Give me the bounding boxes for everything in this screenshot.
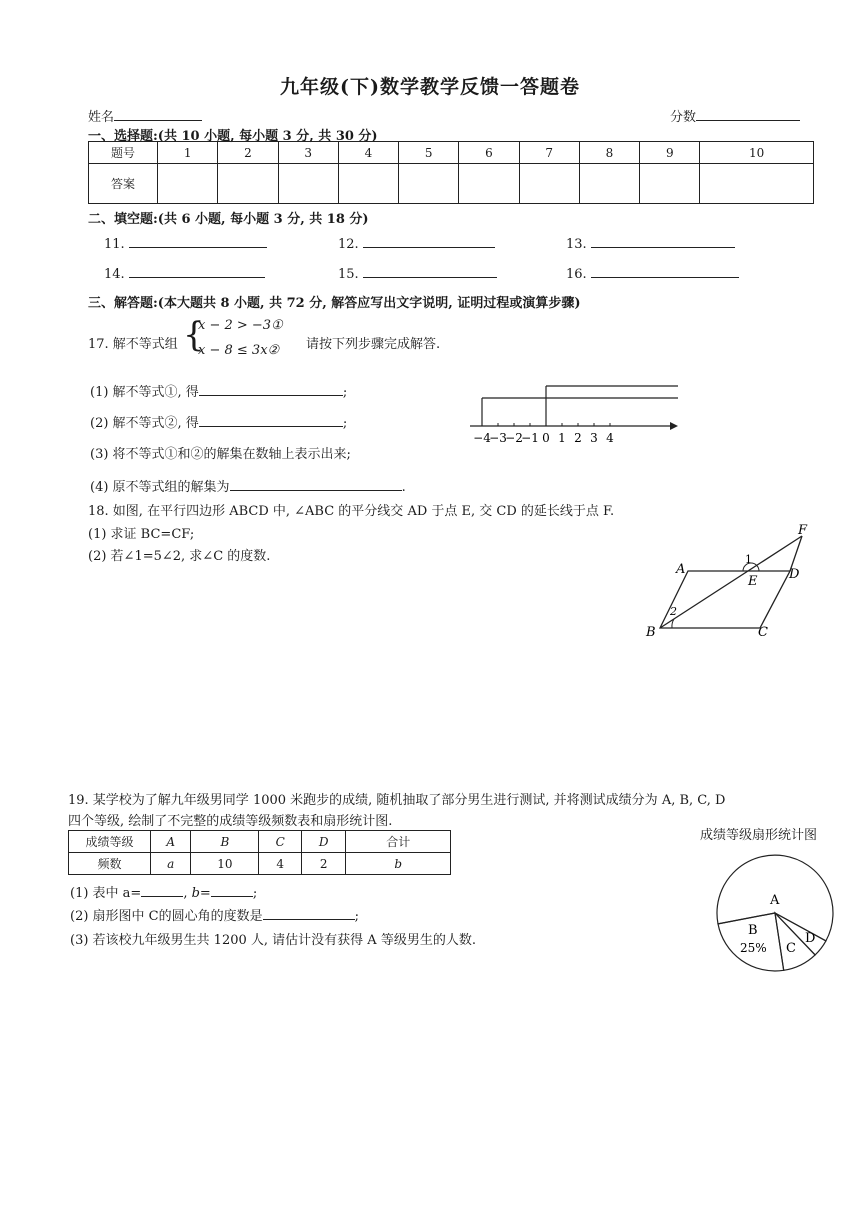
tick-label: 0 bbox=[542, 431, 550, 445]
q19-part1[interactable]: (1) 表中 a= , b= ; bbox=[70, 886, 258, 901]
q18-question: 18. 如图, 在平行四边形 ABCD 中, ∠ABC 的平分线交 AD 于点 E, 交 CD 的延长线于点 F. bbox=[88, 504, 615, 519]
section1-heading: 一、选择题:(共 10 小题, 每小题 3 分, 共 30 分) bbox=[88, 129, 378, 144]
q19-part3: (3) 若该校九年级男生共 1200 人, 请估计没有获得 A 等级男生的人数. bbox=[70, 933, 476, 948]
fill-item-12[interactable] bbox=[338, 235, 495, 252]
answer-cell[interactable] bbox=[519, 164, 579, 204]
table-cell: b bbox=[346, 853, 451, 875]
table-header-cell: D bbox=[302, 831, 346, 853]
tick-label: −1 bbox=[521, 431, 539, 445]
q18-part1: (1) 求证 BC=CF; bbox=[88, 527, 195, 542]
table-header-cell: A bbox=[151, 831, 191, 853]
q19-question-line2: 四个等级, 绘制了不完整的成绩等级频数表和扇形统计图. bbox=[68, 814, 393, 829]
parallelogram-abcd bbox=[660, 571, 790, 628]
chart-title: 成绩等级扇形统计图 bbox=[700, 828, 818, 843]
tick-label: 1 bbox=[558, 431, 566, 445]
page-title: 九年级(下)数学教学反馈一答题卷 bbox=[280, 76, 580, 98]
table-header-cell: C bbox=[259, 831, 302, 853]
point-b: B bbox=[646, 625, 656, 640]
sector-label-b-percent: 25% bbox=[740, 941, 767, 955]
point-f: F bbox=[798, 523, 808, 538]
extension-df bbox=[790, 536, 802, 571]
answer-cell[interactable] bbox=[459, 164, 519, 204]
item-number: 15. bbox=[338, 267, 359, 282]
choice-number: 9 bbox=[640, 142, 700, 164]
tick-label: 3 bbox=[590, 431, 598, 445]
section3-heading: 三、解答题:(本大题共 8 小题, 共 72 分, 解答应写出文字说明, 证明过程或演算步骤) bbox=[88, 296, 581, 311]
choice-number: 10 bbox=[700, 142, 814, 164]
sector-label-a: A bbox=[770, 893, 780, 908]
item-number: 13. bbox=[566, 237, 587, 252]
table-row-label: 频数 bbox=[69, 853, 151, 875]
answer-cell[interactable] bbox=[700, 164, 814, 204]
step4-text: (4) 原不等式组的解集为 bbox=[90, 480, 230, 495]
table-cell: a bbox=[151, 853, 191, 875]
name-label: 姓名 bbox=[88, 110, 115, 125]
parallelogram-figure bbox=[630, 520, 830, 650]
score-field[interactable] bbox=[670, 106, 800, 125]
sector-label-c: C bbox=[786, 941, 796, 956]
q18-part2: (2) 若∠1=5∠2, 求∠C 的度数. bbox=[88, 549, 271, 564]
brace-symbol: { bbox=[183, 315, 205, 355]
item-number: 16. bbox=[566, 267, 587, 282]
choice-number: 1 bbox=[158, 142, 218, 164]
table-header-cell: 合计 bbox=[346, 831, 451, 853]
point-a: A bbox=[676, 562, 686, 577]
name-field[interactable] bbox=[88, 106, 202, 125]
part2-text: (2) 扇形图中 C的圆心角的度数是 bbox=[70, 909, 263, 924]
q19-question-line1: 19. 某学校为了解九年级男同学 1000 米跑步的成绩, 随机抽取了部分男生进行测试, 并将测试成绩分为 A, B, C, D bbox=[68, 793, 726, 808]
frequency-table bbox=[68, 830, 451, 875]
choice-number: 2 bbox=[218, 142, 278, 164]
fill-item-11[interactable] bbox=[104, 235, 267, 252]
tick-label: −4 bbox=[473, 431, 491, 445]
tick-label: 4 bbox=[606, 431, 614, 445]
bisector-bf bbox=[660, 536, 802, 628]
answer-cell[interactable] bbox=[640, 164, 700, 204]
fill-item-16[interactable] bbox=[566, 265, 739, 282]
answer-cell[interactable] bbox=[338, 164, 398, 204]
answer-row-label: 答案 bbox=[89, 164, 158, 204]
angle2-label: 2 bbox=[670, 605, 677, 618]
step2-text: (2) 解不等式②, 得 bbox=[90, 416, 199, 431]
table-cell: 4 bbox=[259, 853, 302, 875]
q19-part2[interactable]: (2) 扇形图中 C的圆心角的度数是 ; bbox=[70, 909, 360, 924]
q17-step4[interactable]: (4) 原不等式组的解集为 . bbox=[90, 480, 406, 495]
choice-answer-table bbox=[88, 141, 814, 204]
answer-cell[interactable] bbox=[579, 164, 639, 204]
q17-step3: (3) 将不等式①和②的解集在数轴上表示出来; bbox=[90, 447, 351, 462]
choice-number: 4 bbox=[338, 142, 398, 164]
fill-item-14[interactable] bbox=[104, 265, 265, 282]
table-cell: 2 bbox=[302, 853, 346, 875]
sector-label-d: D bbox=[805, 931, 816, 946]
tick-label: 2 bbox=[574, 431, 582, 445]
q17-instruction: 请按下列步骤完成解答. bbox=[306, 337, 441, 352]
table-header-cell: 成绩等级 bbox=[69, 831, 151, 853]
answer-cell[interactable] bbox=[278, 164, 338, 204]
choice-number: 8 bbox=[579, 142, 639, 164]
table-header-cell: B bbox=[191, 831, 259, 853]
q17-step1[interactable]: (1) 解不等式①, 得 ; bbox=[90, 385, 348, 400]
fill-item-15[interactable] bbox=[338, 265, 497, 282]
fill-item-13[interactable] bbox=[566, 235, 735, 252]
question-number-label: 题号 bbox=[89, 142, 158, 164]
answer-cell[interactable] bbox=[399, 164, 459, 204]
q17-inequality-2: x − 8 ≤ 3x② bbox=[198, 343, 280, 358]
point-d: D bbox=[789, 567, 800, 582]
pie-slice-d bbox=[775, 913, 826, 955]
pie-chart bbox=[710, 848, 840, 978]
table-cell: 10 bbox=[191, 853, 259, 875]
angle1-label: 1 bbox=[745, 553, 752, 566]
choice-number: 7 bbox=[519, 142, 579, 164]
answer-cell[interactable] bbox=[218, 164, 278, 204]
step1-text: (1) 解不等式①, 得 bbox=[90, 385, 199, 400]
q17-inequality-1: x − 2 > −3① bbox=[198, 318, 283, 333]
q17-step2[interactable]: (2) 解不等式②, 得 ; bbox=[90, 416, 348, 431]
choice-number: 5 bbox=[399, 142, 459, 164]
choice-number: 6 bbox=[459, 142, 519, 164]
part1-a-text: (1) 表中 a= bbox=[70, 886, 142, 901]
section2-heading: 二、填空题:(共 6 小题, 每小题 3 分, 共 18 分) bbox=[88, 212, 369, 227]
point-c: C bbox=[758, 625, 768, 640]
item-number: 11. bbox=[104, 237, 125, 252]
tick-label: −3 bbox=[489, 431, 507, 445]
q17-label: 17. 解不等式组 bbox=[88, 337, 178, 352]
number-line bbox=[466, 380, 686, 446]
choice-number: 3 bbox=[278, 142, 338, 164]
item-number: 14. bbox=[104, 267, 125, 282]
part1-b-text: b= bbox=[191, 886, 211, 901]
tick-label: −2 bbox=[505, 431, 523, 445]
sector-label-b: B bbox=[748, 923, 758, 938]
item-number: 12. bbox=[338, 237, 359, 252]
answer-cell[interactable] bbox=[158, 164, 218, 204]
score-label: 分数 bbox=[670, 110, 697, 125]
point-e: E bbox=[748, 574, 758, 589]
